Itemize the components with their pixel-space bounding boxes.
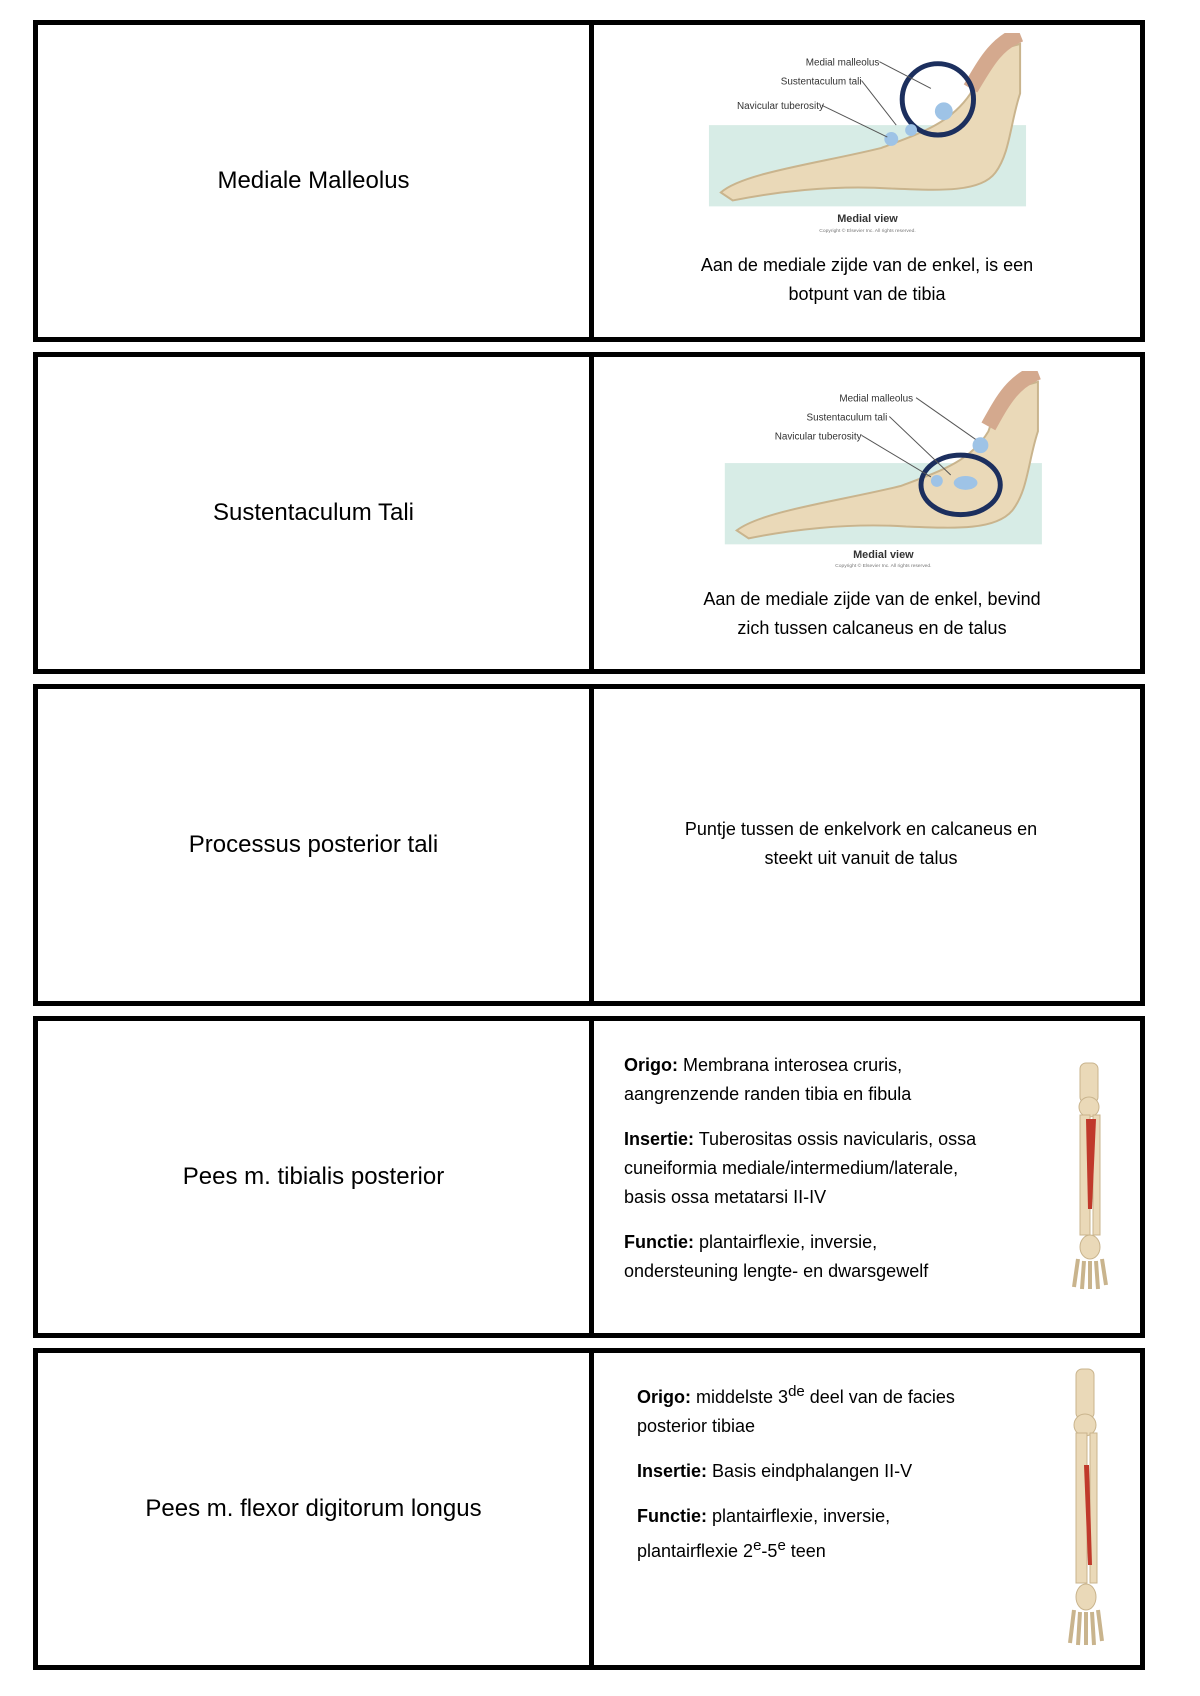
description-line: botpunt van de tibia bbox=[788, 284, 946, 304]
origo-text: deel van de facies bbox=[804, 1387, 955, 1407]
functie-text: plantairflexie, inversie, bbox=[699, 1232, 878, 1252]
copyright-note: Copyright © Elsevier Inc. All rights reserved. bbox=[835, 564, 932, 570]
description-cell bbox=[594, 689, 1140, 1001]
copyright-note: Copyright © Elsevier Inc. All rights reserved. bbox=[819, 229, 916, 235]
term-processus-posterior-tali: Processus posterior tali bbox=[38, 689, 594, 1001]
superscript: e bbox=[753, 1537, 762, 1554]
description-line: Aan de mediale zijde van de enkel, is een bbox=[700, 255, 1034, 275]
description-cell bbox=[594, 357, 1140, 669]
origo-label: Origo: bbox=[624, 1055, 678, 1075]
origo-block bbox=[624, 1051, 976, 1109]
flashcard-2 bbox=[33, 352, 1145, 674]
origo-text: posterior tibiae bbox=[637, 1416, 756, 1436]
functie-text: -5 bbox=[761, 1541, 778, 1561]
term-sustentaculum-tali: Sustentaculum Tali bbox=[38, 357, 594, 669]
flashcard-3 bbox=[33, 684, 1145, 1006]
insertie-block bbox=[637, 1457, 955, 1486]
muscle-info bbox=[624, 1051, 976, 1302]
description-text bbox=[604, 585, 1140, 643]
insertie-block bbox=[624, 1125, 976, 1212]
functie-label: Functie: bbox=[637, 1506, 707, 1526]
insertie-label: Insertie: bbox=[637, 1461, 708, 1481]
functie-text: plantairflexie 2 bbox=[637, 1541, 754, 1561]
insertie-text: basis ossa metatarsi II-IV bbox=[624, 1187, 827, 1207]
functie-text: plantairflexie, inversie, bbox=[712, 1506, 891, 1526]
flashcard-5 bbox=[33, 1348, 1145, 1670]
flashcard-4 bbox=[33, 1016, 1145, 1338]
insertie-text: cuneiformia mediale/intermedium/laterale, bbox=[624, 1158, 959, 1178]
label-navicular-tuberosity: Navicular tuberosity bbox=[737, 101, 824, 113]
insertie-text: Tuberositas ossis navicularis, ossa bbox=[698, 1129, 977, 1149]
functie-block bbox=[637, 1502, 955, 1566]
label-medial-malleolus: Medial malleolus bbox=[805, 57, 880, 69]
leg-muscle-illustration bbox=[1066, 1059, 1116, 1291]
term-tibialis-posterior: Pees m. tibialis posterior bbox=[38, 1021, 594, 1333]
description-cell bbox=[594, 25, 1140, 337]
foot-medial-illustration bbox=[594, 371, 1140, 571]
functie-label: Functie: bbox=[624, 1232, 694, 1252]
origo-text: Membrana interosea cruris, bbox=[683, 1055, 903, 1075]
description-text bbox=[582, 815, 1140, 873]
flashcard-1 bbox=[33, 20, 1145, 342]
origo-label: Origo: bbox=[637, 1387, 691, 1407]
label-navicular-tuberosity: Navicular tuberosity bbox=[774, 431, 862, 443]
description-line: Aan de mediale zijde van de enkel, bevind bbox=[703, 589, 1041, 609]
muscle-info bbox=[637, 1377, 955, 1582]
view-label: Medial view bbox=[853, 549, 914, 562]
term-mediale-malleolus: Mediale Malleolus bbox=[38, 25, 594, 337]
superscript: e bbox=[777, 1537, 786, 1554]
functie-block bbox=[624, 1228, 976, 1286]
description-line: Puntje tussen de enkelvork en calcaneus en bbox=[684, 819, 1038, 839]
description-text bbox=[594, 251, 1140, 309]
label-sustentaculum-tali: Sustentaculum tali bbox=[806, 412, 888, 424]
term-flexor-digitorum-longus: Pees m. flexor digitorum longus bbox=[38, 1353, 594, 1665]
insertie-label: Insertie: bbox=[624, 1129, 695, 1149]
functie-text: teen bbox=[785, 1541, 826, 1561]
foot-medial-illustration bbox=[594, 33, 1140, 243]
functie-text: ondersteuning lengte- en dwarsgewelf bbox=[624, 1261, 929, 1281]
description-line: steekt uit vanuit de talus bbox=[764, 848, 958, 868]
description-line: zich tussen calcaneus en de talus bbox=[737, 618, 1007, 638]
label-medial-malleolus: Medial malleolus bbox=[839, 393, 914, 405]
view-label: Medial view bbox=[837, 213, 898, 226]
description-cell bbox=[594, 1353, 1140, 1665]
description-cell bbox=[594, 1021, 1140, 1333]
origo-text: middelste 3 bbox=[696, 1387, 789, 1407]
insertie-text: Basis eindphalangen II-V bbox=[712, 1461, 913, 1481]
origo-text: aangrenzende randen tibia en fibula bbox=[624, 1084, 912, 1104]
leg-muscle-illustration bbox=[1062, 1365, 1112, 1647]
superscript: de bbox=[788, 1383, 805, 1400]
origo-block bbox=[637, 1377, 955, 1441]
label-sustentaculum-tali: Sustentaculum tali bbox=[780, 76, 862, 88]
